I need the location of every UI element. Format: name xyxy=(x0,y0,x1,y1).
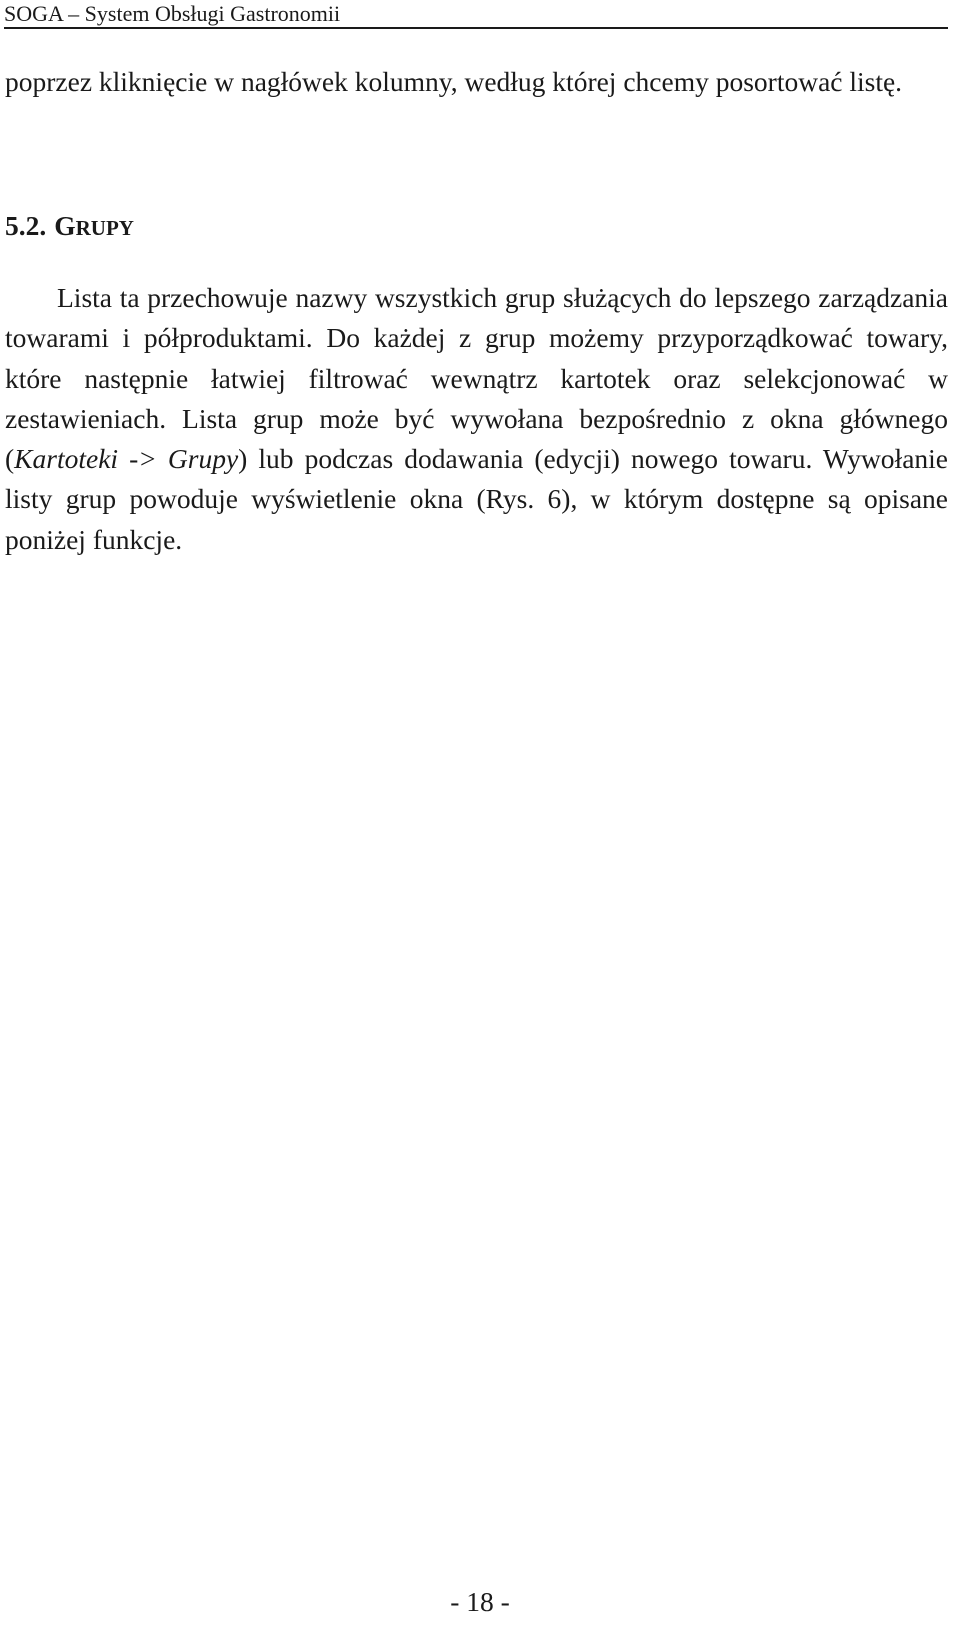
body-text-part2: ) lub podczas dodawania (edycji) nowego towaru. Wywołanie listy grup powoduje wyświetlenie okna (Rys. 6), w którym dostępne są opisane poniżej funkcje. xyxy=(5,443,948,555)
section-title-initial: G xyxy=(54,210,76,241)
section-number: 5.2. xyxy=(5,210,47,241)
body-text-part1: Lista ta przechowuje nazwy wszystkich grup służących do lepszego zarządzania towarami i półproduktami. Do każdej z grup możemy przyporządkować towary, które następnie łatwiej filtrować wewnątrz kartotek oraz selekcjonować w zestawieniach. Lista grup może być wywołana bezpośrednio z okna głównego ( xyxy=(5,282,948,475)
section-heading xyxy=(5,206,134,248)
body-paragraph xyxy=(5,278,948,560)
section-title-rest: RUPY xyxy=(75,216,134,240)
page-number: - 18 - xyxy=(450,1586,510,1617)
running-header: SOGA – System Obsługi Gastronomii xyxy=(4,0,948,29)
intro-paragraph: poprzez kliknięcie w nagłówek kolumny, według której chcemy posortować listę. xyxy=(5,66,903,97)
menu-path-italic: Kartoteki -> Grupy xyxy=(14,443,239,475)
